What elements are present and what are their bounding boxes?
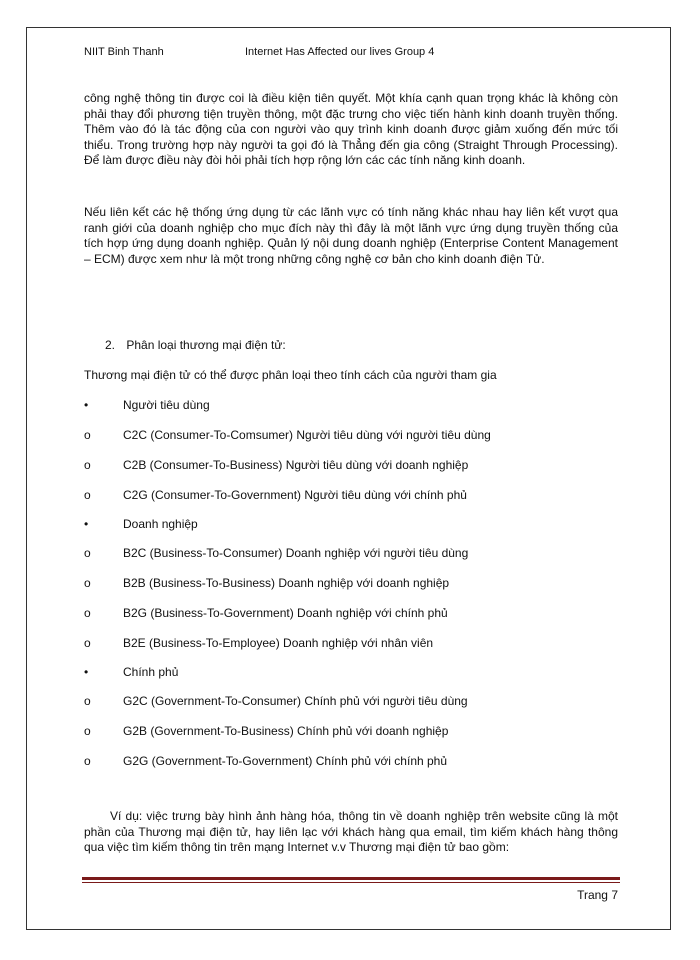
list-item-text: Chính phủ [123, 665, 179, 679]
sub-bullet-marker: o [84, 488, 91, 502]
list-item [84, 606, 618, 622]
list-item [84, 546, 618, 562]
list-item-text: C2C (Consumer-To-Comsumer) Người tiêu dùng với người tiêu dùng [123, 428, 491, 442]
list-item [84, 576, 618, 592]
list-item-text: Người tiêu dùng [123, 398, 210, 412]
list-item-text: G2C (Government-To-Consumer) Chính phủ với người tiêu dùng [123, 694, 468, 708]
list-item-text: C2G (Consumer-To-Government) Người tiêu dùng với chính phủ [123, 488, 467, 502]
list-item [84, 665, 618, 681]
sub-bullet-marker: o [84, 576, 91, 590]
list-item [84, 724, 618, 740]
list-item-text: C2B (Consumer-To-Business) Người tiêu dùng với doanh nghiệp [123, 458, 469, 472]
list-item-text: B2C (Business-To-Consumer) Doanh nghiệp với người tiêu dùng [123, 546, 469, 560]
list-item [84, 458, 618, 474]
bullet-marker: • [84, 665, 89, 679]
list-item-text: B2E (Business-To-Employee) Doanh nghiệp với nhân viên [123, 636, 434, 650]
section-number: 2. [105, 338, 116, 352]
intro-text: Thương mại điện tử có thể được phân loại theo tính cách của người tham gia [84, 368, 497, 382]
header-left: NIIT Binh Thanh [84, 46, 164, 58]
sub-bullet-marker: o [84, 428, 91, 442]
sub-bullet-marker: o [84, 754, 91, 768]
list-item [84, 694, 618, 710]
list-item [84, 754, 618, 770]
bullet-marker: • [84, 398, 89, 412]
sub-bullet-marker: o [84, 458, 91, 472]
footer-rule-thin [82, 882, 620, 883]
sub-bullet-marker: o [84, 606, 91, 620]
list-item [84, 636, 618, 652]
page-number: Trang 7 [577, 888, 618, 902]
list-item-text: B2G (Business-To-Government) Doanh nghiệp với chính phủ [123, 606, 448, 620]
list-item [84, 517, 618, 533]
header-title: Internet Has Affected our lives Group 4 [245, 46, 435, 58]
list-item [84, 398, 618, 414]
list-item-text: Doanh nghiệp [123, 517, 198, 531]
section-heading [105, 338, 286, 352]
paragraph-1: công nghệ thông tin được coi là điều kiện tiên quyết. Một khía cạnh quan trọng khác là không còn phải thay đổi phương tiện truyền thông, một đặc trưng cho việc tiến hành kinh doanh truyền thống. Thêm vào đó là tác động của con người vào quy trình kinh doanh được giảm xuống đến mức tối thiểu. Trong trường hợp này người ta gọi đó là Thẳng đến gia công (Straight Through Processing). Để làm được điều này đòi hỏi phải tích hợp rộng lớn các các tính năng kinh doanh. [84, 91, 618, 167]
sub-bullet-marker: o [84, 724, 91, 738]
footer-rule-thick [82, 877, 620, 880]
bullet-marker: • [84, 517, 89, 531]
paragraph-2: Nếu liên kết các hệ thống ứng dụng từ các lãnh vực có tính năng khác nhau hay liên kết vượt qua ranh giới của doanh nghiệp cho mục đích này thì đây là một lãnh vực ứng dụng truyền thống của tích hợp ứng dụng doanh nghiệp. Quản lý nội dung doanh nghiệp (Enterprise Content Management – ECM) được xem như là một trong những công nghệ cơ bản cho kinh doanh điện Tử. [84, 205, 618, 266]
list-item [84, 428, 618, 444]
list-item [84, 488, 618, 504]
list-item-text: G2B (Government-To-Business) Chính phủ với doanh nghiệp [123, 724, 449, 738]
paragraph-3: Ví dụ: việc trưng bày hình ảnh hàng hóa, thông tin về doanh nghiệp trên website cũng là một phần của Thương mại điện tử, hay liên lạc với khách hàng qua email, tìm kiếm khách hàng thông qua việc tìm kiếm thông tin trên mạng Internet v.v Thương mại điện tử bao gồm: [84, 809, 618, 854]
sub-bullet-marker: o [84, 694, 91, 708]
list-item-text: B2B (Business-To-Business) Doanh nghiệp với doanh nghiệp [123, 576, 450, 590]
list-item-text: G2G (Government-To-Government) Chính phủ với chính phủ [123, 754, 448, 768]
sub-bullet-marker: o [84, 546, 91, 560]
section-title: Phân loại thương mại điện tử: [126, 338, 286, 352]
sub-bullet-marker: o [84, 636, 91, 650]
